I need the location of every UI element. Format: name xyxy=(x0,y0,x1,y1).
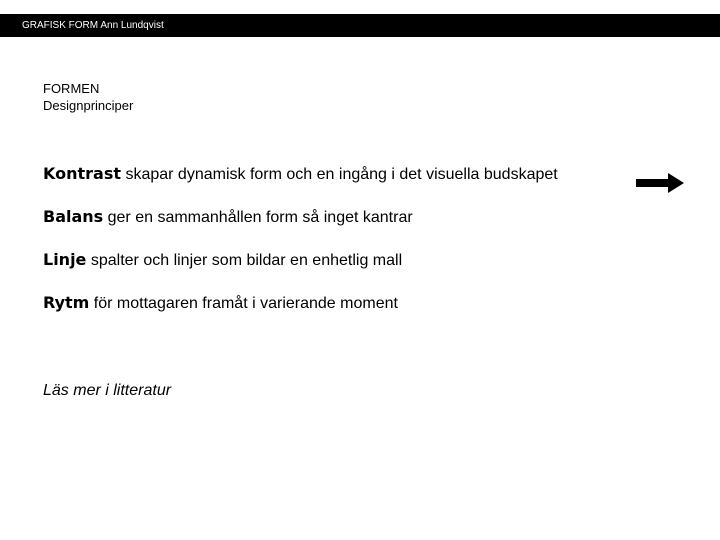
section-subtitle: Designprinciper xyxy=(43,98,134,113)
principle-text: ger en sammanhållen form så inget kantrar xyxy=(103,209,413,226)
header-bar xyxy=(0,14,720,37)
principle-text: skapar dynamisk form och en ingång i det visuella budskapet xyxy=(121,166,558,183)
principle-term: Linje xyxy=(43,250,87,269)
arrow-right-icon[interactable] xyxy=(636,172,686,194)
principle-kontrast xyxy=(43,164,558,185)
principle-term: Balans xyxy=(43,207,104,226)
read-more-link[interactable]: Läs mer i litteratur xyxy=(43,382,172,399)
principle-text: för mottagaren framåt i varierande moment xyxy=(89,295,398,312)
principle-linje xyxy=(43,250,402,271)
principle-balans xyxy=(43,207,413,228)
principle-rytm xyxy=(43,293,398,314)
principle-term: Rytm xyxy=(43,293,90,312)
section-heading xyxy=(43,80,133,114)
section-title: FORMEN xyxy=(43,81,100,96)
principle-text: spalter och linjer som bildar en enhetlig mall xyxy=(86,252,403,269)
header-title: GRAFISK FORM Ann Lundqvist xyxy=(22,20,164,31)
principle-term: Kontrast xyxy=(43,164,122,183)
